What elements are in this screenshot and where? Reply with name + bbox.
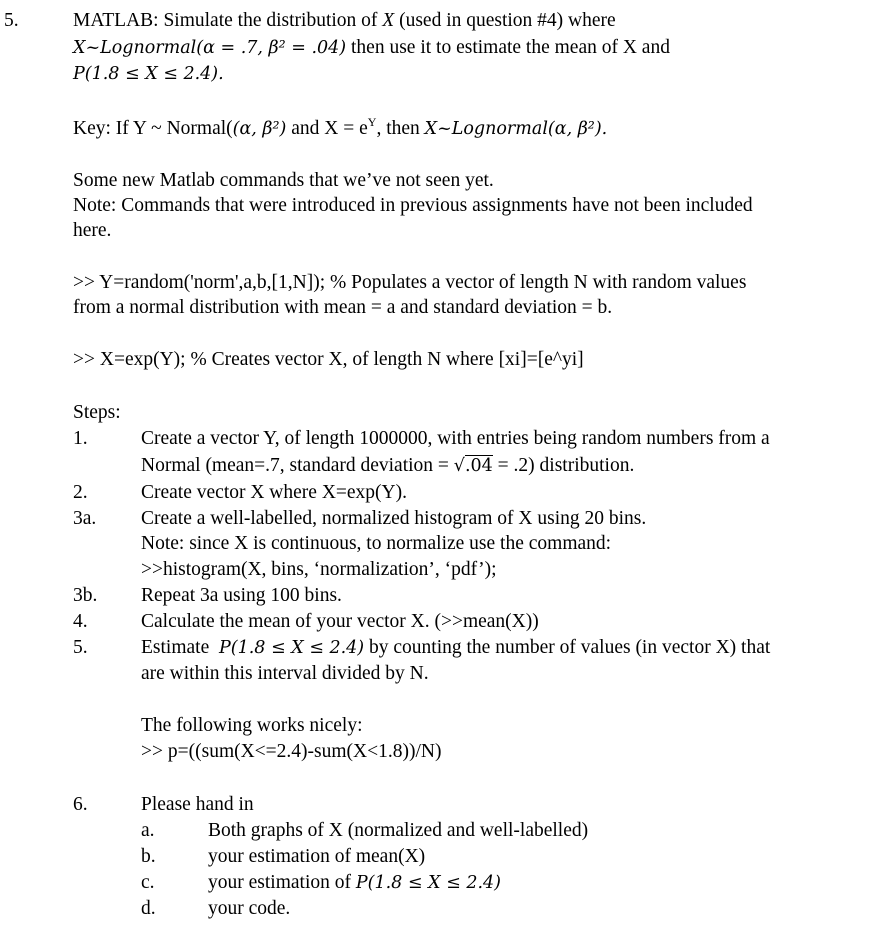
step-6-text: Please hand in bbox=[141, 794, 254, 815]
question-text-line2: then use it to estimate the mean of X and bbox=[346, 37, 670, 58]
step-1-number: 1. bbox=[73, 428, 88, 449]
intro-line-1: Some new Matlab commands that we’ve not seen yet. bbox=[73, 170, 494, 191]
step-3a-line-3: >>histogram(X, bins, ‘normalization’, ‘pdf’); bbox=[141, 559, 497, 580]
step-3b-text: Repeat 3a using 100 bins. bbox=[141, 585, 342, 606]
random-command-line-2: from a normal distribution with mean = a and standard deviation = b. bbox=[73, 297, 613, 318]
question-line-1 bbox=[73, 8, 616, 33]
key-line bbox=[73, 116, 607, 142]
step-6-number: 6. bbox=[73, 794, 88, 815]
step-5-line-1 bbox=[141, 635, 770, 661]
step-5-line-2: are within this interval divided by N. bbox=[141, 663, 429, 684]
step-3a-line-2: Note: since X is continuous, to normalize use the command: bbox=[141, 533, 612, 554]
step-4-number: 4. bbox=[73, 611, 88, 632]
step-1-text: Normal (mean=.7, standard deviation = bbox=[141, 455, 454, 476]
question-line-3 bbox=[73, 61, 224, 87]
hand-in-c-probability: P(1.8 ≤ X ≤ 2.4) bbox=[355, 873, 501, 893]
question-number: 5. bbox=[4, 10, 19, 31]
step-4-text: Calculate the mean of your vector X. (>>mean(X)) bbox=[141, 611, 539, 632]
hand-in-a-text: Both graphs of X (normalized and well-labelled) bbox=[208, 820, 589, 841]
step-5-text-end: by counting the number of values (in vector X) that bbox=[364, 637, 771, 658]
step-1-line-2 bbox=[141, 453, 634, 479]
intro-line-2: Note: Commands that were introduced in previous assignments have not been included bbox=[73, 195, 753, 216]
exp-command-line: >> X=exp(Y); % Creates vector X, of length N where [xi]=[e^yi] bbox=[73, 349, 584, 370]
question-text: MATLAB: Simulate the distribution of bbox=[73, 10, 383, 31]
hand-in-c-label: your estimation of bbox=[208, 872, 356, 893]
key-text-mid: and X = e bbox=[286, 118, 368, 139]
step-1-text-end: = .2) distribution. bbox=[492, 455, 635, 476]
key-lognormal: X~Lognormal(α, β²). bbox=[424, 119, 608, 139]
hand-in-c-letter: c. bbox=[141, 872, 155, 893]
step-5-probability: P(1.8 ≤ X ≤ 2.4) bbox=[218, 638, 365, 658]
step-3a-number: 3a. bbox=[73, 508, 97, 529]
works-line-1: The following works nicely: bbox=[141, 715, 363, 736]
step-2-text: Create vector X where X=exp(Y). bbox=[141, 482, 408, 503]
step-3b-number: 3b. bbox=[73, 585, 98, 606]
question-line-2 bbox=[73, 35, 670, 61]
hand-in-b-text: your estimation of mean(X) bbox=[208, 846, 426, 867]
intro-line-3: here. bbox=[73, 220, 112, 241]
hand-in-d-letter: d. bbox=[141, 898, 156, 919]
hand-in-a-letter: a. bbox=[141, 820, 155, 841]
step-5-number: 5. bbox=[73, 637, 88, 658]
step-3a-line-1: Create a well-labelled, normalized histogram of X using 20 bins. bbox=[141, 508, 647, 529]
lognormal-formula: X~Lognormal(α = .7, β² = .04) bbox=[73, 38, 347, 58]
sqrt-radicand: .04 bbox=[464, 456, 493, 476]
step-5-text: Estimate bbox=[141, 637, 219, 658]
random-command-line-1: >> Y=random('norm',a,b,[1,N]); % Populates a vector of length N with random values bbox=[73, 272, 747, 293]
key-exponent: Y bbox=[367, 115, 377, 129]
probability-formula: P(1.8 ≤ X ≤ 2.4). bbox=[73, 64, 224, 84]
hand-in-b-letter: b. bbox=[141, 846, 156, 867]
step-2-number: 2. bbox=[73, 482, 88, 503]
step-1-line-1: Create a vector Y, of length 1000000, with entries being random numbers from a bbox=[141, 428, 770, 449]
hand-in-c-text bbox=[208, 870, 501, 896]
key-normal-params: (α, β²) bbox=[232, 119, 287, 139]
question-text-cont: (used in question #4) where bbox=[394, 10, 616, 31]
works-line-2: >> p=((sum(X<=2.4)-sum(X<1.8))/N) bbox=[141, 741, 442, 762]
variable-x: X bbox=[382, 10, 395, 31]
sqrt-symbol: √ bbox=[453, 456, 465, 476]
key-text-comma: , then bbox=[376, 118, 425, 139]
steps-heading: Steps: bbox=[73, 402, 121, 423]
key-text: Key: If Y ~ Normal( bbox=[73, 118, 233, 139]
hand-in-d-text: your code. bbox=[208, 898, 291, 919]
